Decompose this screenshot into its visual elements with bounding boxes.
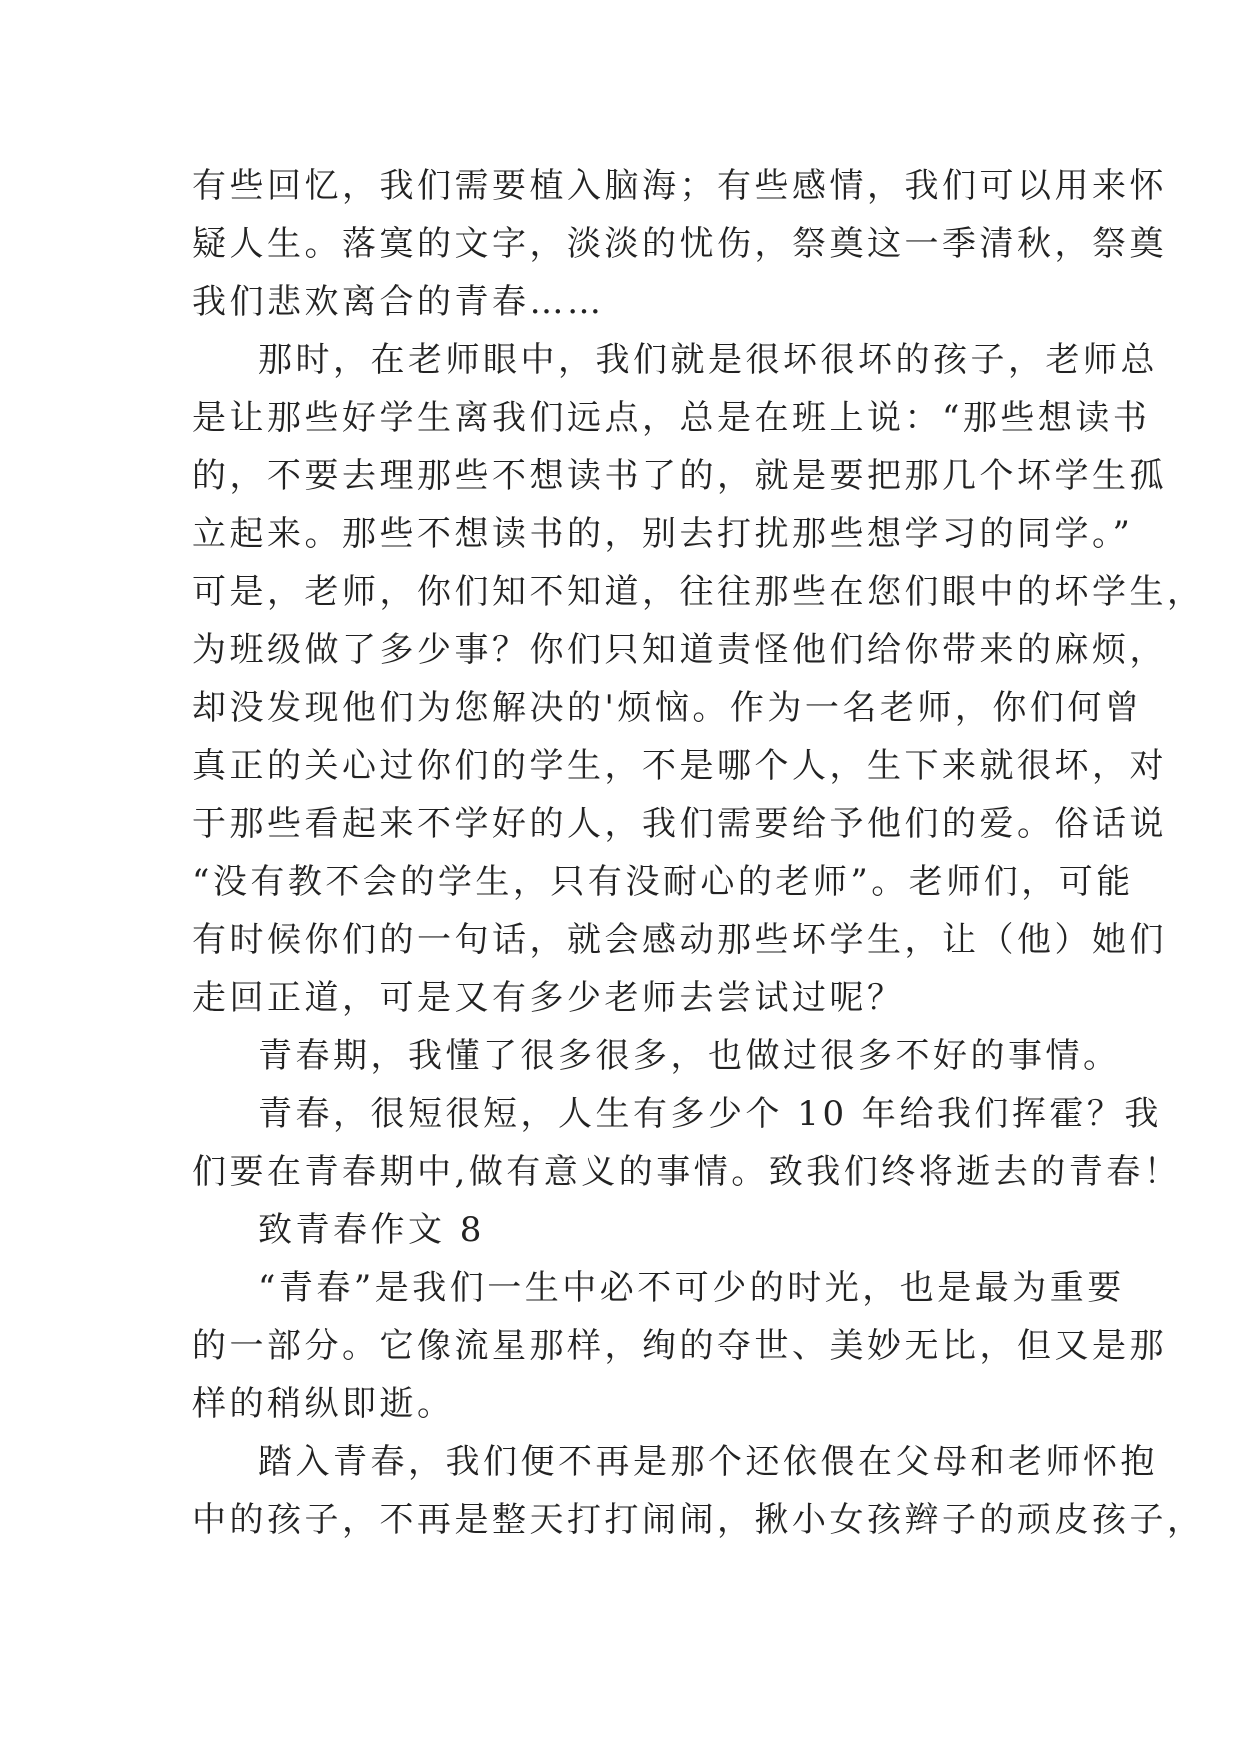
text-line: 于那些看起来不学好的人，我们需要给予他们的爱。俗话说	[192, 804, 1167, 844]
text-line: 有时候你们的一句话，就会感动那些坏学生，让（他）她们	[192, 920, 1167, 960]
text-line: 真正的关心过你们的学生，不是哪个人，生下来就很坏，对	[192, 746, 1167, 786]
paragraph-first-line: 踏入青春，我们便不再是那个还依偎在父母和老师怀抱	[258, 1442, 1158, 1482]
text-line: 立起来。那些不想读书的，别去打扰那些想学习的同学。”	[192, 514, 1134, 554]
paragraph-first-line: 那时，在老师眼中，我们就是很坏很坏的孩子，老师总	[258, 340, 1158, 380]
text-line: 的一部分。它像流星那样，绚的夺世、美妙无比，但又是那	[192, 1326, 1167, 1366]
paragraph-first-line: 青春，很短很短，人生有多少个 10 年给我们挥霍？我	[258, 1094, 1162, 1134]
text-line: 有些回忆，我们需要植入脑海；有些感情，我们可以用来怀	[192, 166, 1167, 206]
section-heading: 致青春作文 8	[258, 1210, 485, 1250]
text-line: 我们悲欢离合的青春……	[192, 282, 605, 322]
text-line: 样的稍纵即逝。	[192, 1384, 455, 1424]
text-line: 疑人生。落寞的文字，淡淡的忧伤，祭奠这一季清秋，祭奠	[192, 224, 1167, 264]
text-line: 中的孩子，不再是整天打打闹闹，揪小女孩辫子的顽皮孩子，	[192, 1500, 1205, 1540]
paragraph-first-line: “青春”是我们一生中必不可少的时光，也是最为重要	[258, 1268, 1125, 1308]
text-line: 的，不要去理那些不想读书了的，就是要把那几个坏学生孤	[192, 456, 1167, 496]
text-line: 走回正道，可是又有多少老师去尝试过呢？	[192, 978, 905, 1018]
text-line: “没有教不会的学生，只有没耐心的老师”。老师们，可能	[192, 862, 1134, 902]
text-line: 可是，老师，你们知不知道，往往那些在您们眼中的坏学生，	[192, 572, 1205, 612]
text-line: 为班级做了多少事？你们只知道责怪他们给你带来的麻烦，	[192, 630, 1167, 670]
text-line: 们要在青春期中,做有意义的事情。致我们终将逝去的青春！	[192, 1152, 1182, 1192]
paragraph-first-line: 青春期，我懂了很多很多，也做过很多不好的事情。	[258, 1036, 1121, 1076]
text-line: 却没发现他们为您解决的'烦恼。作为一名老师，你们何曾	[192, 688, 1143, 728]
text-line: 是让那些好学生离我们远点，总是在班上说：“那些想读书	[192, 398, 1151, 438]
